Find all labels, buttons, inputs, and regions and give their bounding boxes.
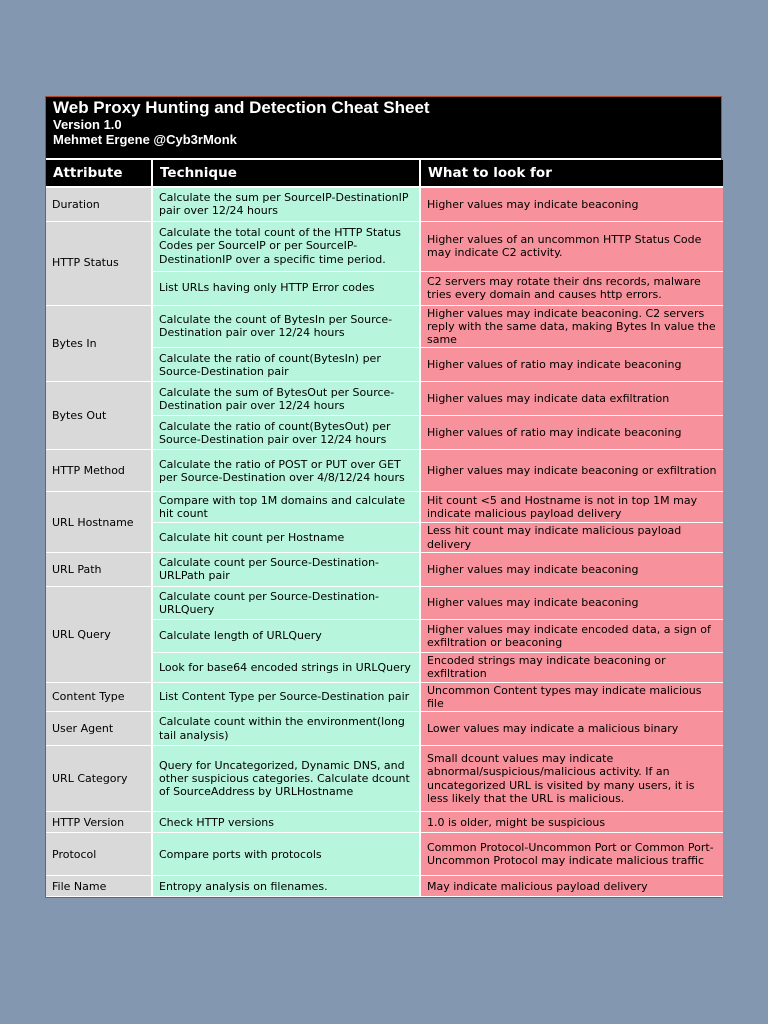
- look-for-cell: Higher values may indicate beaconing. C2 servers reply with the same data, making Bytes In value the same: [420, 305, 723, 348]
- table-row: [46, 450, 723, 492]
- look-for-cell: Uncommon Content types may indicate malicious file: [420, 682, 723, 712]
- table-row: [46, 382, 723, 416]
- attribute-cell: Protocol: [46, 833, 152, 876]
- table-row: [46, 221, 723, 271]
- sheet-title: Web Proxy Hunting and Detection Cheat Sheet: [53, 98, 430, 117]
- header-technique: Technique: [152, 160, 420, 187]
- look-for-cell: C2 servers may rotate their dns records, malware tries every domain and causes http errors.: [420, 271, 723, 305]
- sheet-version: Version 1.0: [53, 117, 122, 132]
- look-for-cell: Higher values may indicate beaconing: [420, 586, 723, 619]
- attribute-cell: HTTP Status: [46, 221, 152, 305]
- attribute-cell: Bytes In: [46, 305, 152, 382]
- technique-cell: Check HTTP versions: [152, 812, 420, 833]
- look-for-cell: Lower values may indicate a malicious binary: [420, 712, 723, 746]
- table-header-row: [46, 160, 723, 187]
- attribute-cell: HTTP Method: [46, 450, 152, 492]
- table-row: [46, 876, 723, 897]
- sheet-author: Mehmet Ergene @Cyb3rMonk: [53, 132, 237, 147]
- look-for-cell: Less hit count may indicate malicious payload delivery: [420, 523, 723, 553]
- technique-cell: Calculate count within the environment(long tail analysis): [152, 712, 420, 746]
- attribute-cell: URL Query: [46, 586, 152, 682]
- table-row: [46, 552, 723, 586]
- technique-cell: Compare ports with protocols: [152, 833, 420, 876]
- technique-cell: Calculate the sum per SourceIP-DestinationIP pair over 12/24 hours: [152, 187, 420, 221]
- attribute-cell: HTTP Version: [46, 812, 152, 833]
- technique-cell: Entropy analysis on filenames.: [152, 876, 420, 897]
- table-row: [46, 492, 723, 523]
- table-row: [46, 586, 723, 619]
- look-for-cell: Higher values may indicate data exfiltration: [420, 382, 723, 416]
- attribute-cell: URL Hostname: [46, 492, 152, 553]
- table-row: [46, 746, 723, 812]
- technique-cell: Look for base64 encoded strings in URLQuery: [152, 652, 420, 682]
- header-attribute: Attribute: [46, 160, 152, 187]
- technique-cell: Calculate length of URLQuery: [152, 619, 420, 652]
- technique-cell: List Content Type per Source-Destination pair: [152, 682, 420, 712]
- technique-cell: Calculate the ratio of count(BytesIn) per Source-Destination pair: [152, 348, 420, 382]
- attribute-cell: File Name: [46, 876, 152, 897]
- title-block: [46, 97, 721, 160]
- look-for-cell: Encoded strings may indicate beaconing or exfiltration: [420, 652, 723, 682]
- attribute-cell: Bytes Out: [46, 382, 152, 450]
- header-what-to-look-for: What to look for: [420, 160, 723, 187]
- technique-cell: List URLs having only HTTP Error codes: [152, 271, 420, 305]
- look-for-cell: Higher values may indicate beaconing or exfiltration: [420, 450, 723, 492]
- table-row: [46, 187, 723, 221]
- technique-cell: Compare with top 1M domains and calculate hit count: [152, 492, 420, 523]
- look-for-cell: Common Protocol-Uncommon Port or Common Port-Uncommon Protocol may indicate malicious traffic: [420, 833, 723, 876]
- table-row: [46, 712, 723, 746]
- look-for-cell: Higher values of ratio may indicate beaconing: [420, 348, 723, 382]
- look-for-cell: Higher values may indicate beaconing: [420, 187, 723, 221]
- look-for-cell: 1.0 is older, might be suspicious: [420, 812, 723, 833]
- look-for-cell: Small dcount values may indicate abnormal/suspicious/malicious activity. If an uncategorized URL is visited by many users, it is less likely that the URL is malicious.: [420, 746, 723, 812]
- technique-cell: Query for Uncategorized, Dynamic DNS, and other suspicious categories. Calculate dcount of SourceAddress by URLHostname: [152, 746, 420, 812]
- technique-cell: Calculate the total count of the HTTP Status Codes per SourceIP or per SourceIP-DestinationIP over a specific time period.: [152, 221, 420, 271]
- look-for-cell: Hit count <5 and Hostname is not in top 1M may indicate malicious payload delivery: [420, 492, 723, 523]
- technique-cell: Calculate count per Source-Destination-URLPath pair: [152, 552, 420, 586]
- technique-cell: Calculate the ratio of count(BytesOut) per Source-Destination pair over 12/24 hours: [152, 416, 420, 450]
- table-row: [46, 833, 723, 876]
- attribute-cell: Content Type: [46, 682, 152, 712]
- attribute-cell: URL Category: [46, 746, 152, 812]
- table-row: [46, 682, 723, 712]
- attribute-cell: User Agent: [46, 712, 152, 746]
- look-for-cell: May indicate malicious payload delivery: [420, 876, 723, 897]
- technique-cell: Calculate count per Source-Destination-URLQuery: [152, 586, 420, 619]
- look-for-cell: Higher values may indicate beaconing: [420, 552, 723, 586]
- technique-cell: Calculate hit count per Hostname: [152, 523, 420, 553]
- table-row: [46, 812, 723, 833]
- cheat-sheet-table: [46, 160, 723, 897]
- attribute-cell: Duration: [46, 187, 152, 221]
- attribute-cell: URL Path: [46, 552, 152, 586]
- look-for-cell: Higher values may indicate encoded data, a sign of exfiltration or beaconing: [420, 619, 723, 652]
- technique-cell: Calculate the ratio of POST or PUT over GET per Source-Destination over 4/8/12/24 hours: [152, 450, 420, 492]
- look-for-cell: Higher values of an uncommon HTTP Status Code may indicate C2 activity.: [420, 221, 723, 271]
- technique-cell: Calculate the count of BytesIn per Source-Destination pair over 12/24 hours: [152, 305, 420, 348]
- table-row: [46, 305, 723, 348]
- technique-cell: Calculate the sum of BytesOut per Source-Destination pair over 12/24 hours: [152, 382, 420, 416]
- cheat-sheet: [45, 96, 722, 898]
- look-for-cell: Higher values of ratio may indicate beaconing: [420, 416, 723, 450]
